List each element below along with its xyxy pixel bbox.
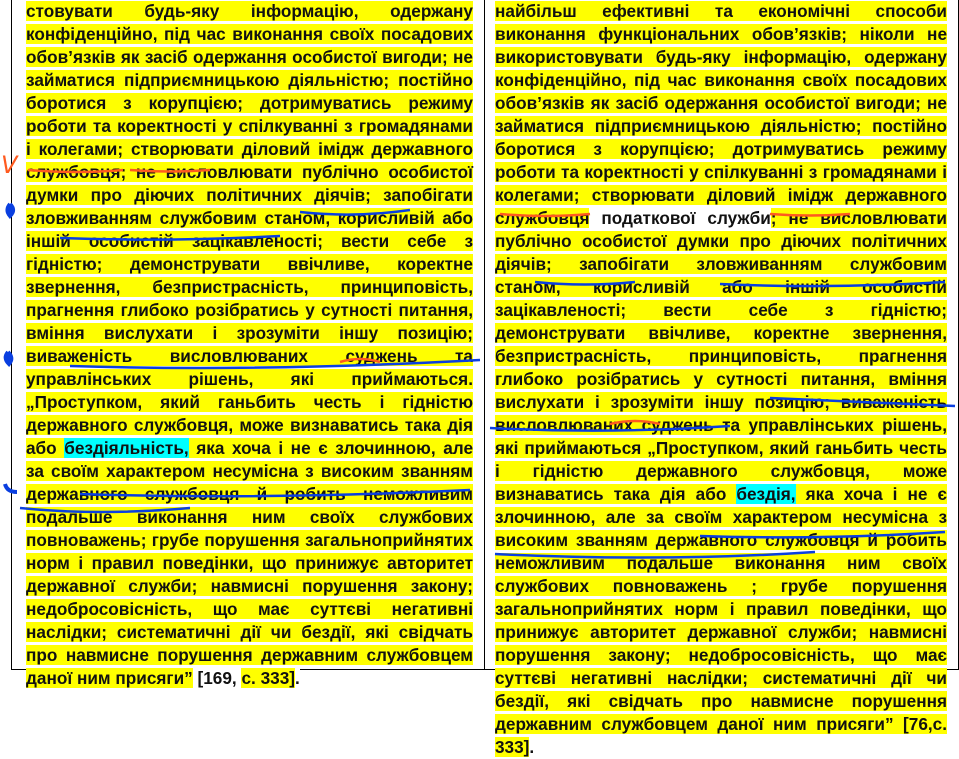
left-column bbox=[26, 0, 473, 690]
left-text-2: яка хоча і не є злочинною, але за своїм характером несумісна з високим званням державного службовця й робить неможливим подальше виконання ним своїх службових повноважень; грубе порушення загальноприйнятих норм і правил поведінки, що принижує авторитет державної служби; навмисні порушення закону; недобросовісність, що має суттєві негативні наслідки; систематичні дії чи бездії, які свідчать про навмисне порушення державним службовцем даної ним присяги” bbox=[26, 438, 474, 688]
left-paragraph bbox=[26, 0, 473, 690]
left-text-1: стовувати будь-яку інформацію, одержану конфіденційно, під час виконання своїх посадових обов’язків як засіб одержання особистої вигоди; не займатися підприємницькою діяльністю; постійно боротися з корупцією; дотримуватись режиму роботи та коректності у спілкуванні з громадянами і колегами; створювати діловий імідж державного службовця; не висловлювати публічно особистої думки про діючих політичних діячів; запобігати зловживанням службовим станом, корисливій або іншій особистій зацікавленості; вести себе з гідністю; демонструвати ввічливе, коректне звернення, безпристрасність, принциповість, прагнення глибоко розібратись у сутності питання, вміння вислухати і зрозуміти іншу позицію; виваженість висловлюваних суджень та управлінських рішень, які приймаються. „Проступком, який ганьбить честь і гідністю державного службовця, може визнаватись така дія або bbox=[26, 1, 473, 458]
right-highlight-cyan: бездія, bbox=[736, 484, 796, 504]
column-divider bbox=[484, 0, 485, 669]
right-text-2: ; не висловлювати публічно особистої думки про діючих політичних діячів; запобігати зловживанням службовим станом, корисливій або іншій особистій зацікавленості; вести себе з гідністю; демонструвати ввічливе, коректне звернення, безпристрасність, принциповість, прагнення глибоко розібратись у сутності питання, вміння вислухати і зрозуміти іншу позицію; виваженість висловлюваних суджень та управлінських рішень, які приймаються „Проступком, який ганьбить честь і гідністю державного службовця, може визнаватись така дія або bbox=[495, 208, 947, 504]
left-final-period: . bbox=[295, 668, 300, 688]
left-highlight-cyan: бездіяльність, bbox=[64, 438, 189, 458]
right-column bbox=[495, 0, 947, 759]
right-paragraph bbox=[495, 0, 947, 759]
left-citation-open: [169, bbox=[192, 668, 242, 688]
right-final-period: . bbox=[529, 737, 535, 757]
right-text-3: яка хоча і не є злочинною, але за своїм характером несумісна з високим званням державного службовця й робить неможливим подальше виконання ним своїх службових повноважень ; грубе порушення загальноприйнятих норм і правил поведінки, що принижує авторитет державної служби; навмисні порушення закону; недобросовісність, що має суттєві негативні наслідки; систематичні дії чи бездії, які свідчать про навмисне порушення державним службовцем даної ним присяги” [76,с. 333] bbox=[495, 484, 948, 757]
left-citation-page: с. 333] bbox=[241, 668, 295, 688]
margin-check-mark: V bbox=[1, 151, 18, 179]
right-inserted-phrase: податкової служби bbox=[589, 208, 771, 228]
right-text-1: найбільш ефективні та економічні способи виконання функціональних обов’язків; ніколи не використовувати будь-яку інформацію, одержану конфіденційно, під час виконання своїх посадових обов’язків як засіб одержання особистої вигоди; не займатися підприємницькою діяльністю; постійно боротися з корупцією; дотримуватись режиму роботи та коректності у спілкуванні з громадянами і колегами; створювати діловий імідж державного службовця bbox=[495, 1, 947, 228]
